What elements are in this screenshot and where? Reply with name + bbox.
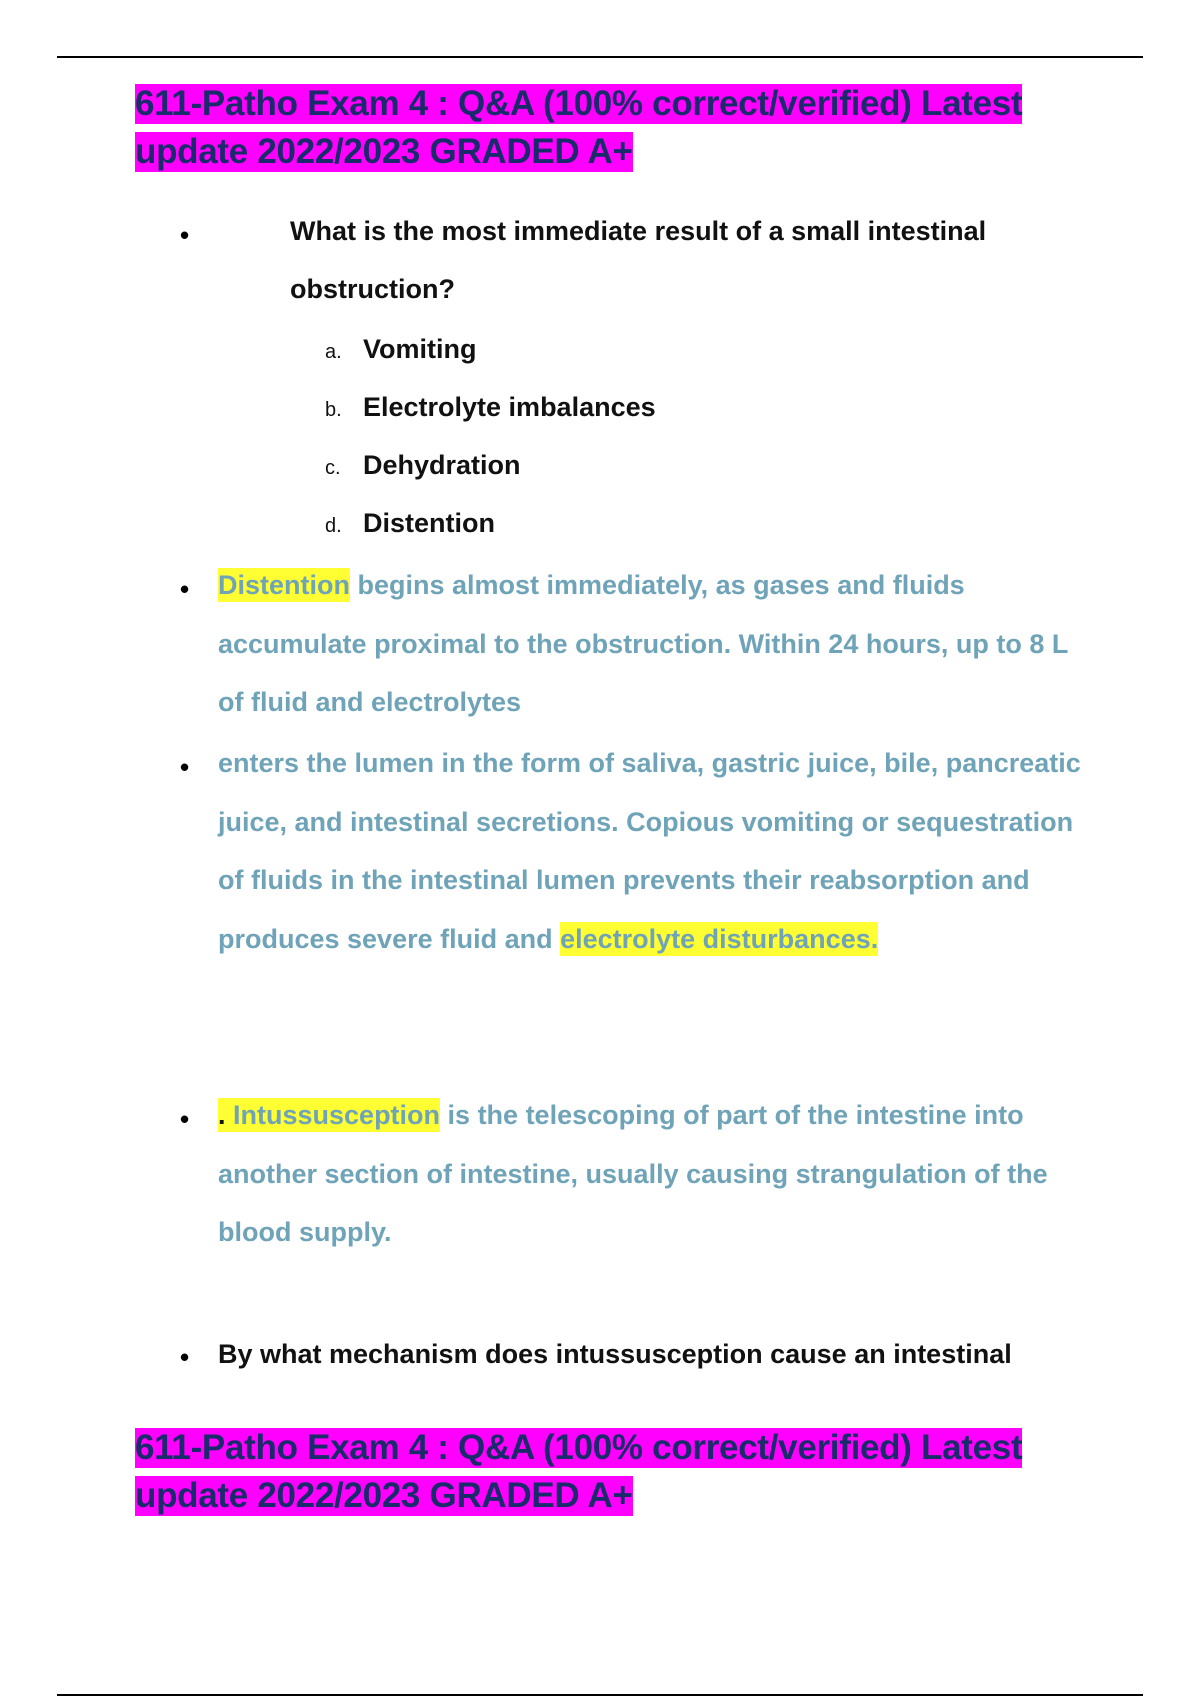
answer-2-bullet: • xyxy=(180,752,190,782)
answer-1-bullet: • xyxy=(180,574,190,604)
answer-2-paragraph xyxy=(218,734,1098,968)
option-b xyxy=(325,378,656,436)
option-a-label: Vomiting xyxy=(363,334,477,364)
answer-3-paragraph xyxy=(218,1086,1098,1262)
answer-3-highlight-block xyxy=(218,1098,440,1132)
footer-title-line-2: update 2022/2023 GRADED A+ xyxy=(135,1476,633,1515)
option-c-letter: c. xyxy=(325,457,341,479)
answer-2-highlight: electrolyte disturbances. xyxy=(560,923,879,954)
question-2-text: By what mechanism does intussusception cause an intestinal xyxy=(218,1339,1012,1369)
answer-3-dot: . xyxy=(218,1100,226,1130)
option-c xyxy=(325,436,656,494)
answer-3-text: is the telescoping of part of the intestine into another section of intestine, usually causing strangulation of the blood supply. xyxy=(218,1100,1048,1247)
answer-1-text: begins almost immediately, as gases and fluids accumulate proximal to the obstruction. Within 24 hours, up to 8 L of fluid and electrolytes xyxy=(218,570,1068,717)
header-title-line-1: 611-Patho Exam 4 : Q&A (100% correct/verified) Latest xyxy=(135,84,1023,123)
question-2-bullet: • xyxy=(180,1342,190,1372)
question-1-options xyxy=(325,320,656,552)
page-header-title xyxy=(135,80,1095,176)
answer-3-bullet: • xyxy=(180,1104,190,1134)
answer-1-paragraph xyxy=(218,556,1098,732)
option-d-label: Distention xyxy=(363,508,495,538)
answer-1-highlight: Distention xyxy=(218,570,350,600)
question-1-text: What is the most immediate result of a small intestinal obstruction? xyxy=(290,216,987,304)
option-d-letter: d. xyxy=(325,515,342,537)
option-a xyxy=(325,320,656,378)
option-a-letter: a. xyxy=(325,341,342,363)
top-rule xyxy=(57,56,1143,58)
option-d xyxy=(325,494,656,552)
footer-title-line-1: 611-Patho Exam 4 : Q&A (100% correct/verified) Latest xyxy=(135,1428,1023,1467)
answer-3-highlight: Intussusception xyxy=(225,1100,441,1130)
option-b-letter: b. xyxy=(325,399,342,421)
header-title-line-2: update 2022/2023 GRADED A+ xyxy=(135,132,633,171)
bottom-rule xyxy=(57,1694,1143,1696)
page-footer-title xyxy=(135,1424,1095,1520)
answer-2-text: enters the lumen in the form of saliva, gastric juice, bile, pancreatic juice, and intestinal secretions. Copious vomiting or sequestration of fluids in the intestinal lumen prevents their reabsorption and produces severe fluid and xyxy=(218,748,1081,954)
question-1-bullet: • xyxy=(180,220,190,250)
option-b-label: Electrolyte imbalances xyxy=(363,392,656,422)
option-c-label: Dehydration xyxy=(363,450,521,480)
